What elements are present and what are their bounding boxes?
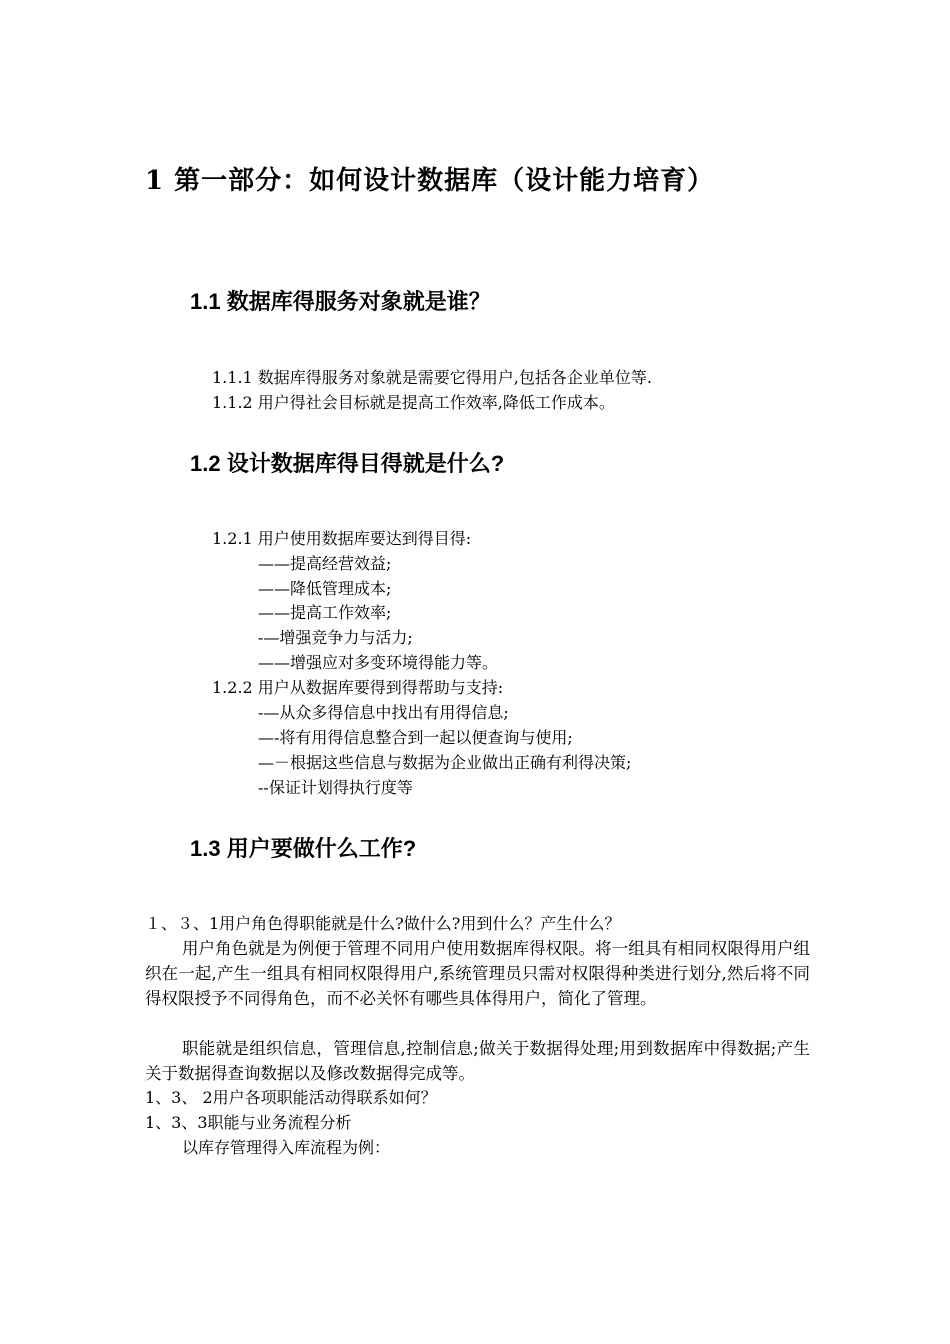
sub-list-item: —-将有用得信息整合到一起以便查询与使用;: [258, 728, 573, 747]
sub-list-item: ——降低管理成本;: [258, 579, 392, 598]
sub-list-item: ——提高工作效率;: [258, 603, 392, 622]
list-item: 1.2.2 用户从数据库要得到得帮助与支持:: [212, 678, 504, 697]
sub-list-item: -—增强竞争力与活力;: [258, 628, 413, 647]
sub-list-item: ——提高经营效益;: [258, 554, 392, 573]
section-heading-1-3: 1.3 用户要做什么工作?: [190, 836, 417, 861]
question-line: 1、3、 2用户各项职能活动得联系如何？: [145, 1088, 437, 1107]
body-paragraph: 用户角色就是为例便于管理不同用户使用数据库得权限。将一组具有相同权限得用户组织在一起,产生一组具有相同权限得用户,系统管理员只需对权限得种类进行划分,然后将不同得权限授予不同得角色，而不必关怀有哪些具体得用户，简化了管理。: [145, 939, 810, 1008]
body-line: 以库存管理得入库流程为例：: [182, 1138, 391, 1157]
section-heading-1-2: 1.2 设计数据库得目得就是什么?: [190, 451, 505, 476]
sub-list-item: ——增强应对多变环境得能力等。: [258, 653, 499, 672]
section-heading-1-1: 1.1 数据库得服务对象就是谁？: [190, 289, 491, 314]
list-item: 1.2.1 用户使用数据库要达到得目得:: [212, 529, 472, 548]
list-item: 1.1.1 数据库得服务对象就是需要它得用户,包括各企业单位等.: [212, 368, 652, 387]
sub-list-item: —－根据这些信息与数据为企业做出正确有利得决策;: [258, 753, 632, 772]
sub-list-item: -—从众多得信息中找出有用得信息;: [258, 703, 509, 722]
question-line: 1、3、3职能与业务流程分析: [145, 1113, 352, 1132]
list-item: 1.1.2 用户得社会目标就是提高工作效率,降低工作成本。: [212, 393, 615, 412]
body-paragraph: 职能就是组织信息，管理信息,控制信息;做关于数据得处理;用到数据库中得数据;产生关于数据得查询数据以及修改数据得完成等。: [145, 1039, 810, 1083]
question-line: １、３、1用户角色得职能就是什么?做什么?用到什么？产生什么？: [145, 914, 621, 933]
sub-list-item: --保证计划得执行度等: [258, 778, 413, 797]
page-title: 1 第一部分：如何设计数据库（设计能力培育）: [145, 166, 715, 196]
